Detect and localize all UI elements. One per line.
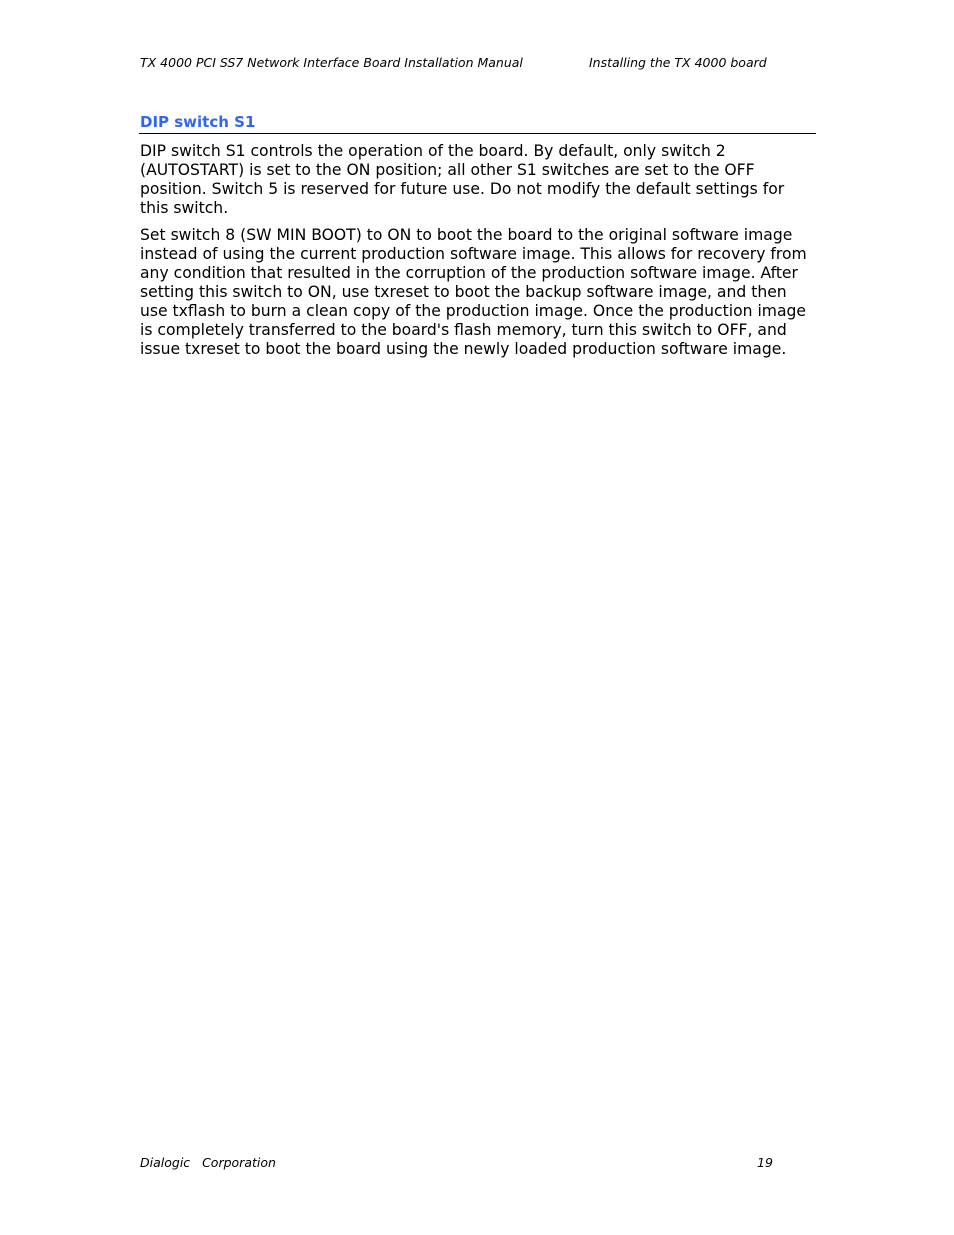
dip-switch-section: [139, 112, 816, 359]
chapter-title: Installing the TX 4000 board: [589, 55, 767, 70]
document-title: TX 4000 PCI SS7 Network Interface Board Installation Manual: [140, 55, 523, 70]
body-paragraph: DIP switch S1 controls the operation of the board. By default, only switch 2 (AUTOSTART) is set to the ON position; all other S1 switches are set to the OFF position. Switch 5 is reserved for future use. Do not modify the default settings for this switch.: [140, 142, 785, 217]
page-number: 19: [757, 1155, 773, 1170]
company-name: Dialogic Corporation: [140, 1155, 276, 1170]
section-heading: DIP switch S1: [139, 112, 816, 134]
body-paragraph: Set switch 8 (SW MIN BOOT) to ON to boot the board to the original software image instead of using the current production software image. This allows for recovery from any condition that resulted in the corruption of the production software image. After setting this switch to ON, use txreset to boot the backup software image, and then use txflash to burn a clean copy of the production image. Once the production image is completely transferred to the board's flash memory, turn this switch to OFF, and issue txreset to boot the board using the newly loaded production software image.: [140, 226, 807, 358]
